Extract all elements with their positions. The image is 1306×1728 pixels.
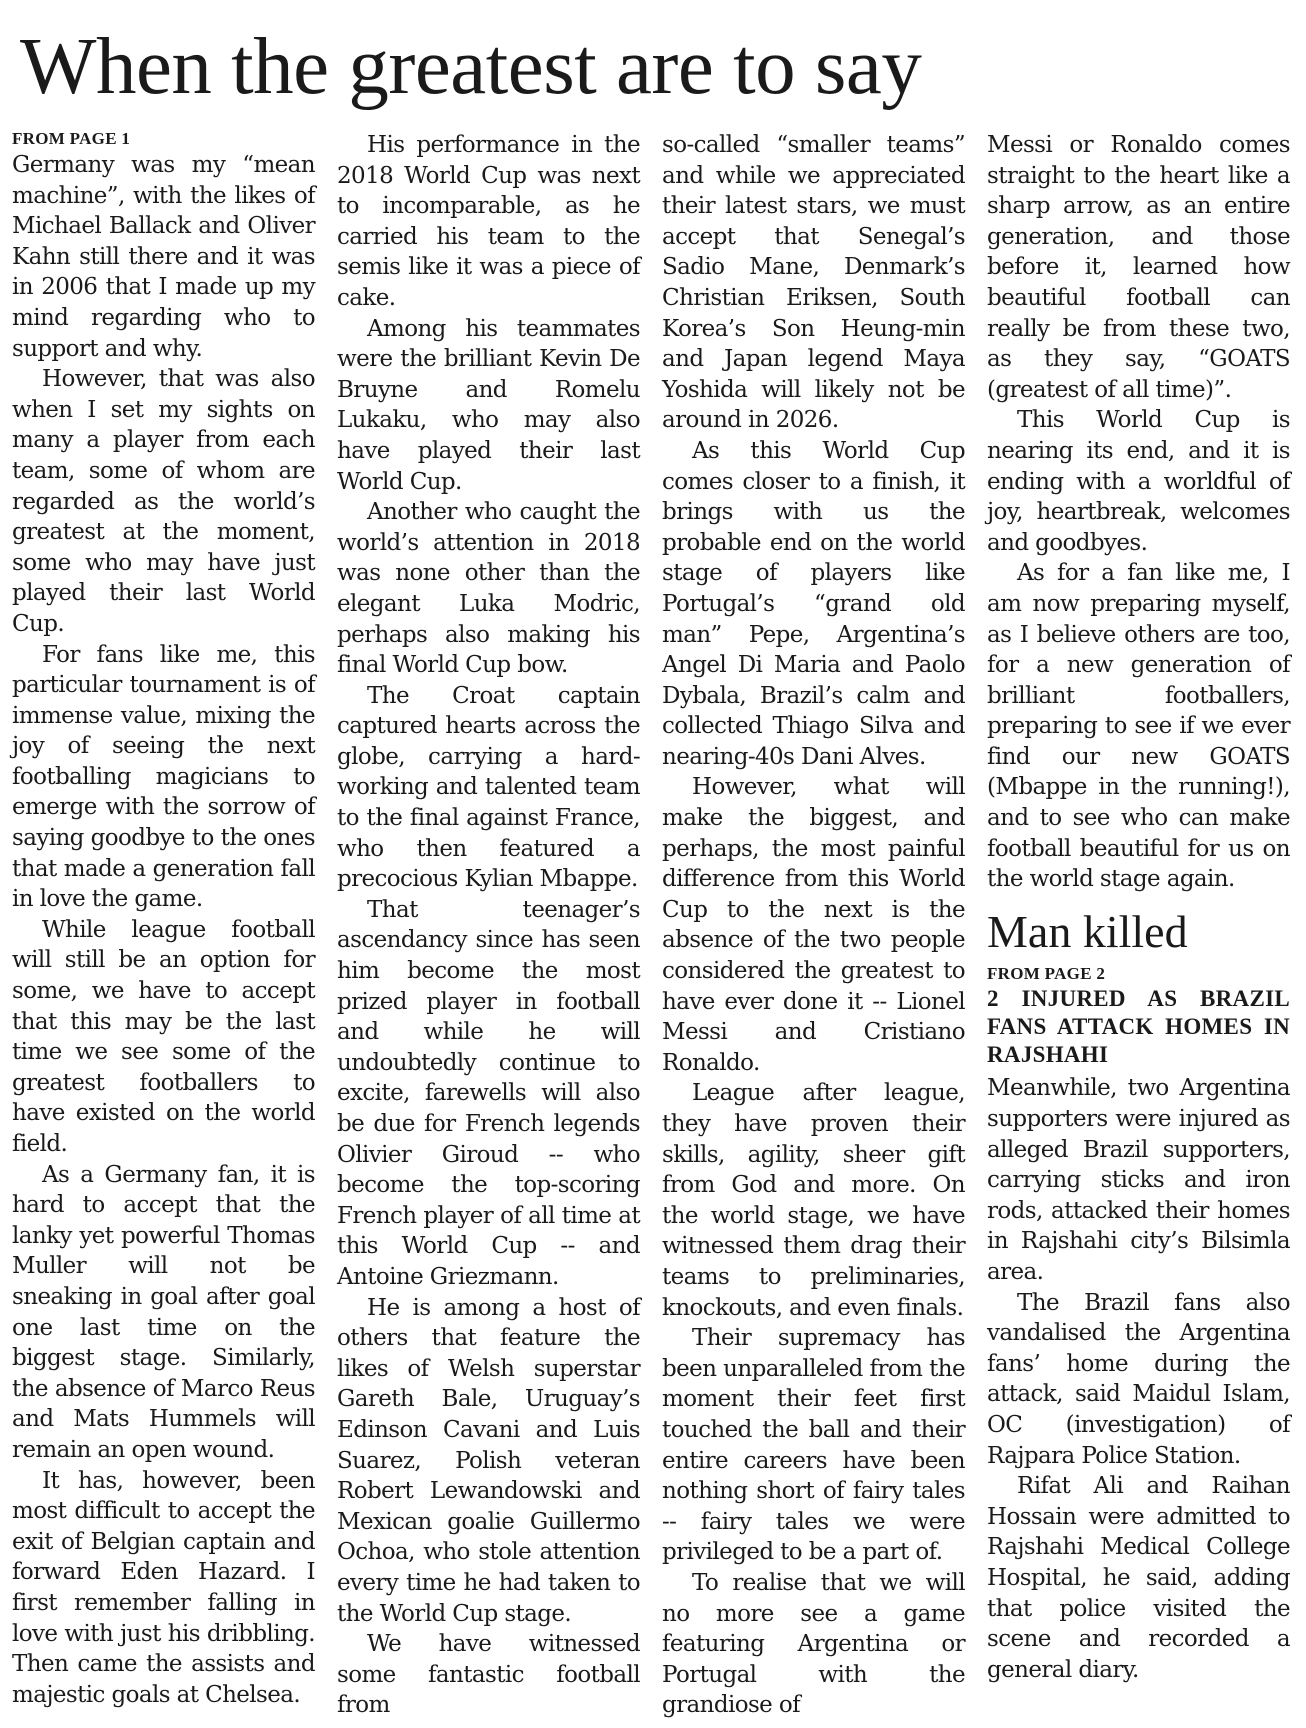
column-1 xyxy=(12,130,315,1721)
paragraph: The Brazil fans also vandalised the Argentina fans’ home during the attack, said Maidul Islam, OC (investigation) of Rajpara Police Station. xyxy=(987,1289,1290,1469)
paragraph: League after league, they have proven their skills, agility, sheer gift from God and more. On the world stage, we have witnessed them drag their teams to preliminaries, knockouts, and even finals. xyxy=(662,1080,965,1321)
secondary-deck: 2 INJURED AS BRAZIL FANS ATTACK HOMES IN RAJSHAHI xyxy=(987,986,1290,1068)
column-2 xyxy=(337,130,640,1721)
paragraph: Another who caught the world’s attention in 2018 was none other than the elegant Luka Modric, perhaps also making his final World Cup bow. xyxy=(337,499,640,679)
paragraph: We have witnessed some fantastic football from xyxy=(337,1631,640,1719)
paragraph: so-called “smaller teams” and while we appreciated their latest stars, we must accept that Senegal’s Sadio Mane, Denmark’s Christian Eriksen, South Korea’s Son Heung-min and Japan legend Maya Yoshida will likely not be around in 2026. xyxy=(662,132,965,434)
paragraph: The Croat captain captured hearts across the globe, carrying a hard-working and talented team to the final against France, who then featured a precocious Kylian Mbappe. xyxy=(337,682,640,893)
column-3 xyxy=(662,130,965,1721)
article-kicker: FROM PAGE 1 xyxy=(12,129,131,148)
paragraph: He is among a host of others that feature the likes of Welsh superstar Gareth Bale, Uruguay’s Edinson Cavani and Luis Suarez, Polish veteran Robert Lewandowski and Mexican goalie Guillermo Ochoa, who stole attention every time he had taken to the World Cup stage. xyxy=(337,1294,640,1627)
paragraph: It has, however, been most difficult to accept the exit of Belgian captain and forward Eden Hazard. I first remember falling in love with just his dribbling. Then came the assists and majestic goals at Chelsea. xyxy=(12,1467,315,1708)
paragraph: His performance in the 2018 World Cup was next to incomparable, as he carried his team to the semis like it was a piece of cake. xyxy=(337,132,640,311)
paragraph: As for a fan like me, I am now preparing myself, as I believe others are too, for a new generation of brilliant footballers, preparing to see if we ever find our new GOATS (Mbappe in the running!), and to see who can make football beautiful for us on the world stage again. xyxy=(987,560,1290,893)
secondary-kicker: FROM PAGE 2 xyxy=(987,964,1106,984)
paragraph: As a Germany fan, it is hard to accept that the lanky yet powerful Thomas Muller will not be sneaking in goal after goal one last time on the biggest stage. Similarly, the absence of Marco Reus and Mats Hummels will remain an open wound. xyxy=(12,1161,315,1463)
paragraph: While league football will still be an option for some, we have to accept that this may be the last time we see some of the greatest footballers to have existed on the world field. xyxy=(12,916,315,1157)
paragraph: As this World Cup comes closer to a finish, it brings with us the probable end on the world stage of players like Portugal’s “grand old man” Pepe, Argentina’s Angel Di Maria and Paolo Dybala, Brazil’s calm and collected Thiago Silva and nearing-40s Dani Alves. xyxy=(662,437,965,770)
paragraph: Meanwhile, two Argentina supporters were injured as alleged Brazil supporters, carrying sticks and iron rods, attacked their homes in Rajshahi city’s Bilsimla area. xyxy=(987,1075,1290,1285)
newspaper-page xyxy=(0,21,1306,1728)
paragraph: Germany was my “mean machine”, with the likes of Michael Ballack and Oliver Kahn still there and it was in 2006 that I made up my mind regarding who to support and why. xyxy=(12,152,315,362)
article-headline: When the greatest are to say xyxy=(20,21,922,111)
paragraph: This World Cup is nearing its end, and it is ending with a worldful of joy, heartbreak, welcomes and goodbyes. xyxy=(987,407,1290,556)
secondary-headline: Man killed xyxy=(987,905,1188,957)
paragraph: To realise that we will no more see a game featuring Argentina or Portugal with the grandiose of xyxy=(662,1569,965,1719)
paragraph: For fans like me, this particular tournament is of immense value, mixing the joy of seeing the next footballing magicians to emerge with the sorrow of saying goodbye to the ones that made a generation fall in love the game. xyxy=(12,641,315,913)
paragraph: Among his teammates were the brilliant Kevin De Bruyne and Romelu Lukaku, who may also have played their last World Cup. xyxy=(337,315,640,495)
column-4 xyxy=(987,130,1290,1721)
paragraph: Rifat Ali and Raihan Hossain were admitted to Rajshahi Medical College Hospital, he said, adding that police visited the scene and recorded a general diary. xyxy=(987,1473,1290,1683)
paragraph: Messi or Ronaldo comes straight to the heart like a sharp arrow, as an entire generation, and those before it, learned how beautiful football can really be from these two, as they say, “GOATS (greatest of all time)”. xyxy=(987,132,1290,403)
paragraph: That teenager’s ascendancy since has seen him become the most prized player in football and while he will undoubtedly continue to excite, farewells will also be due for French legends Olivier Giroud -- who become the top-scoring French player of all time at this World Cup -- and Antoine Griezmann. xyxy=(337,896,640,1290)
paragraph: However, that was also when I set my sights on many a player from each team, some of whom are regarded as the world’s greatest at the moment, some who may have just played their last World Cup. xyxy=(12,366,315,637)
paragraph: Their supremacy has been unparalleled from the moment their feet first touched the ball and their entire careers have been nothing short of fairy tales -- fairy tales we were privileged to be a part of. xyxy=(662,1325,965,1566)
article-columns xyxy=(12,130,1296,1721)
paragraph: However, what will make the biggest, and perhaps, the most painful difference from this World Cup to the next is the absence of the two people considered the greatest to have ever done it -- Lionel Messi and Cristiano Ronaldo. xyxy=(662,774,965,1076)
